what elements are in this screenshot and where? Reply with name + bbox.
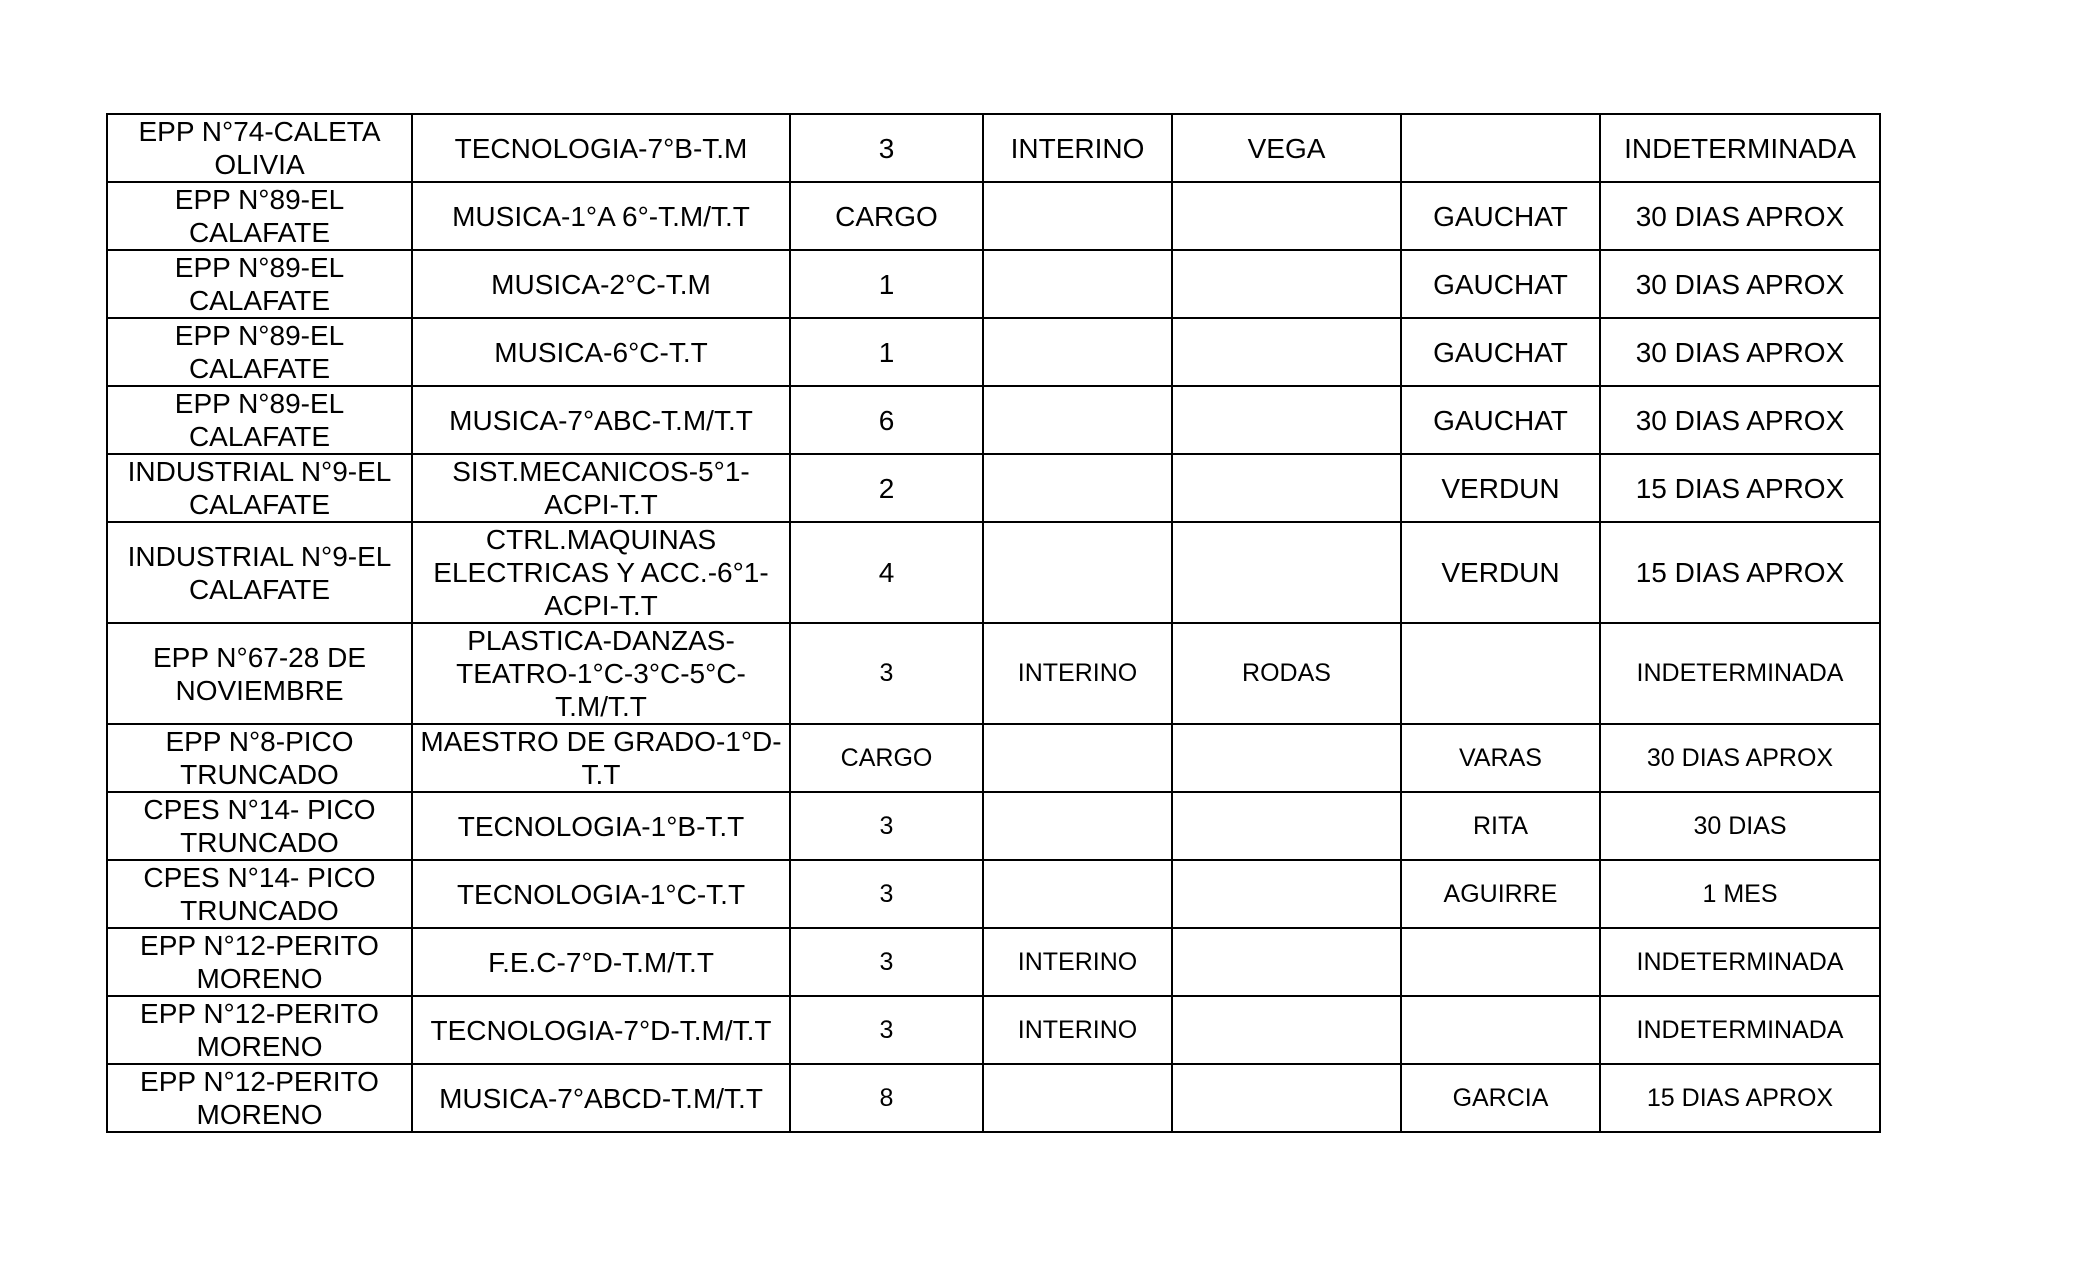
- subject-cell: MAESTRO DE GRADO-1°D-T.T: [412, 724, 790, 792]
- duration-cell: INDETERMINADA: [1600, 928, 1880, 996]
- table-row: [107, 724, 1880, 792]
- subject-cell: MUSICA-7°ABCD-T.M/T.T: [412, 1064, 790, 1132]
- table-row: [107, 522, 1880, 623]
- subject-cell: TECNOLOGIA-1°C-T.T: [412, 860, 790, 928]
- replaced-cell: [1401, 114, 1600, 182]
- school-cell: EPP N°89-EL CALAFATE: [107, 386, 412, 454]
- subject-cell: MUSICA-1°A 6°-T.M/T.T: [412, 182, 790, 250]
- hours-cell: CARGO: [790, 724, 983, 792]
- hours-cell: 3: [790, 996, 983, 1064]
- duration-cell: INDETERMINADA: [1600, 623, 1880, 724]
- table-row: [107, 996, 1880, 1064]
- table-row: [107, 623, 1880, 724]
- holder-cell: [1172, 996, 1401, 1064]
- subject-cell: MUSICA-7°ABC-T.M/T.T: [412, 386, 790, 454]
- holder-cell: [1172, 318, 1401, 386]
- subject-cell: TECNOLOGIA-7°B-T.M: [412, 114, 790, 182]
- duration-cell: 15 DIAS APROX: [1600, 522, 1880, 623]
- replaced-cell: RITA: [1401, 792, 1600, 860]
- subject-cell: SIST.MECANICOS-5°1-ACPI-T.T: [412, 454, 790, 522]
- holder-cell: [1172, 928, 1401, 996]
- school-cell: INDUSTRIAL N°9-EL CALAFATE: [107, 454, 412, 522]
- type-cell: [983, 454, 1172, 522]
- type-cell: INTERINO: [983, 114, 1172, 182]
- school-cell: EPP N°89-EL CALAFATE: [107, 318, 412, 386]
- hours-cell: 3: [790, 860, 983, 928]
- table-row: [107, 928, 1880, 996]
- vacancy-table: [106, 113, 1881, 1133]
- school-cell: EPP N°12-PERITO MORENO: [107, 928, 412, 996]
- duration-cell: 30 DIAS: [1600, 792, 1880, 860]
- school-cell: CPES N°14- PICO TRUNCADO: [107, 792, 412, 860]
- holder-cell: RODAS: [1172, 623, 1401, 724]
- holder-cell: [1172, 724, 1401, 792]
- duration-cell: 15 DIAS APROX: [1600, 454, 1880, 522]
- hours-cell: 3: [790, 623, 983, 724]
- replaced-cell: [1401, 996, 1600, 1064]
- holder-cell: [1172, 522, 1401, 623]
- duration-cell: 30 DIAS APROX: [1600, 250, 1880, 318]
- duration-cell: 15 DIAS APROX: [1600, 1064, 1880, 1132]
- table-row: [107, 792, 1880, 860]
- hours-cell: 3: [790, 792, 983, 860]
- school-cell: EPP N°12-PERITO MORENO: [107, 1064, 412, 1132]
- replaced-cell: [1401, 623, 1600, 724]
- duration-cell: 30 DIAS APROX: [1600, 182, 1880, 250]
- duration-cell: 30 DIAS APROX: [1600, 386, 1880, 454]
- school-cell: CPES N°14- PICO TRUNCADO: [107, 860, 412, 928]
- school-cell: EPP N°67-28 DE NOVIEMBRE: [107, 623, 412, 724]
- type-cell: [983, 250, 1172, 318]
- duration-cell: INDETERMINADA: [1600, 996, 1880, 1064]
- subject-cell: CTRL.MAQUINAS ELECTRICAS Y ACC.-6°1-ACPI-T.T: [412, 522, 790, 623]
- type-cell: [983, 318, 1172, 386]
- type-cell: INTERINO: [983, 928, 1172, 996]
- holder-cell: [1172, 386, 1401, 454]
- school-cell: EPP N°89-EL CALAFATE: [107, 182, 412, 250]
- holder-cell: [1172, 792, 1401, 860]
- type-cell: [983, 792, 1172, 860]
- replaced-cell: VARAS: [1401, 724, 1600, 792]
- table-row: [107, 454, 1880, 522]
- type-cell: [983, 182, 1172, 250]
- subject-cell: MUSICA-2°C-T.M: [412, 250, 790, 318]
- hours-cell: 4: [790, 522, 983, 623]
- table-row: [107, 250, 1880, 318]
- school-cell: EPP N°8-PICO TRUNCADO: [107, 724, 412, 792]
- hours-cell: 8: [790, 1064, 983, 1132]
- table-row: [107, 1064, 1880, 1132]
- type-cell: [983, 386, 1172, 454]
- duration-cell: 30 DIAS APROX: [1600, 724, 1880, 792]
- replaced-cell: GAUCHAT: [1401, 250, 1600, 318]
- duration-cell: 30 DIAS APROX: [1600, 318, 1880, 386]
- holder-cell: VEGA: [1172, 114, 1401, 182]
- hours-cell: 6: [790, 386, 983, 454]
- replaced-cell: GARCIA: [1401, 1064, 1600, 1132]
- holder-cell: [1172, 860, 1401, 928]
- duration-cell: 1 MES: [1600, 860, 1880, 928]
- school-cell: EPP N°12-PERITO MORENO: [107, 996, 412, 1064]
- table-row: [107, 182, 1880, 250]
- replaced-cell: GAUCHAT: [1401, 386, 1600, 454]
- replaced-cell: GAUCHAT: [1401, 318, 1600, 386]
- table-row: [107, 114, 1880, 182]
- type-cell: [983, 860, 1172, 928]
- type-cell: [983, 1064, 1172, 1132]
- table-row: [107, 386, 1880, 454]
- table-row: [107, 860, 1880, 928]
- school-cell: EPP N°89-EL CALAFATE: [107, 250, 412, 318]
- hours-cell: 3: [790, 928, 983, 996]
- hours-cell: 1: [790, 318, 983, 386]
- hours-cell: 1: [790, 250, 983, 318]
- holder-cell: [1172, 1064, 1401, 1132]
- school-cell: INDUSTRIAL N°9-EL CALAFATE: [107, 522, 412, 623]
- replaced-cell: VERDUN: [1401, 454, 1600, 522]
- type-cell: INTERINO: [983, 996, 1172, 1064]
- holder-cell: [1172, 250, 1401, 318]
- replaced-cell: VERDUN: [1401, 522, 1600, 623]
- subject-cell: TECNOLOGIA-7°D-T.M/T.T: [412, 996, 790, 1064]
- vacancy-table-container: [106, 113, 1879, 1133]
- replaced-cell: GAUCHAT: [1401, 182, 1600, 250]
- hours-cell: 2: [790, 454, 983, 522]
- table-row: [107, 318, 1880, 386]
- holder-cell: [1172, 454, 1401, 522]
- type-cell: [983, 522, 1172, 623]
- type-cell: INTERINO: [983, 623, 1172, 724]
- school-cell: EPP N°74-CALETA OLIVIA: [107, 114, 412, 182]
- replaced-cell: AGUIRRE: [1401, 860, 1600, 928]
- duration-cell: INDETERMINADA: [1600, 114, 1880, 182]
- hours-cell: CARGO: [790, 182, 983, 250]
- subject-cell: MUSICA-6°C-T.T: [412, 318, 790, 386]
- subject-cell: TECNOLOGIA-1°B-T.T: [412, 792, 790, 860]
- replaced-cell: [1401, 928, 1600, 996]
- hours-cell: 3: [790, 114, 983, 182]
- holder-cell: [1172, 182, 1401, 250]
- subject-cell: PLASTICA-DANZAS-TEATRO-1°C-3°C-5°C-T.M/T.T: [412, 623, 790, 724]
- type-cell: [983, 724, 1172, 792]
- subject-cell: F.E.C-7°D-T.M/T.T: [412, 928, 790, 996]
